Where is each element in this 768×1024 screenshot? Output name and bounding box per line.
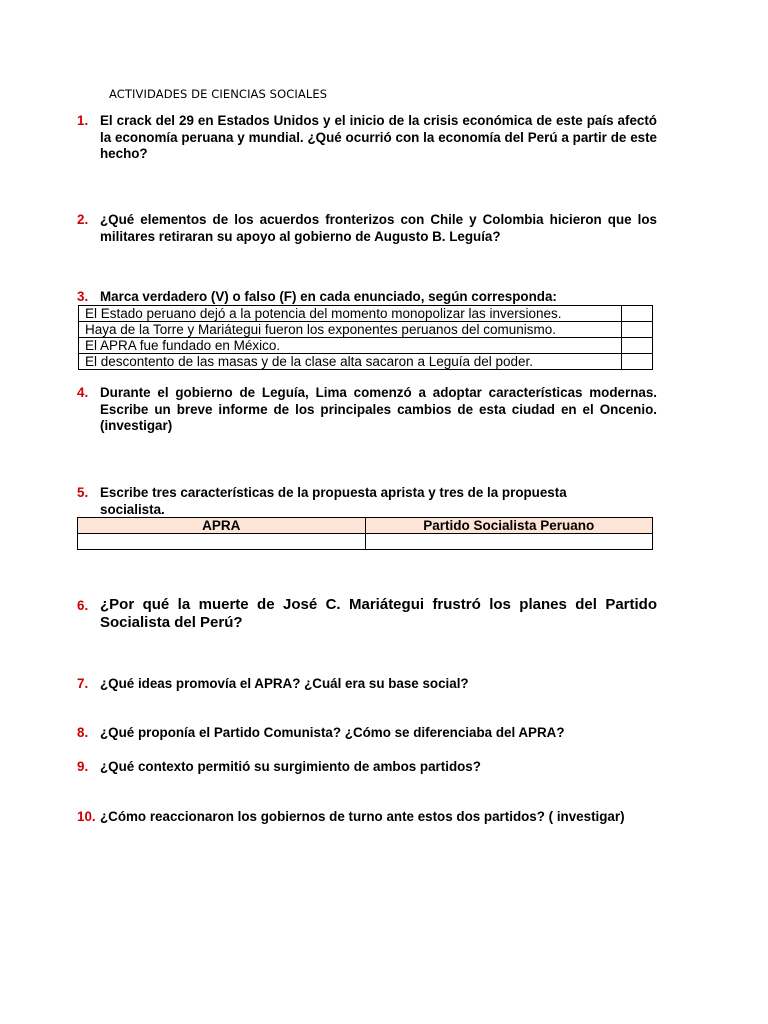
question-text: ¿Qué proponía el Partido Comunista? ¿Cómo se diferenciaba del APRA? (100, 725, 565, 740)
question-number: 4. (77, 385, 89, 400)
header-apra: APRA (78, 518, 366, 534)
question-text: ¿Qué elementos de los acuerdos fronterizos con Chile y Colombia hicieron que los militares retiraran su apoyo al gobierno de Augusto B. Leguía? (100, 212, 657, 244)
question-number: 3. (77, 289, 89, 304)
question-number: 5. (77, 485, 89, 500)
question-text: Escribe tres características de la propuesta aprista y tres de la propuesta socialista. (100, 485, 567, 517)
statement-cell: El APRA fue fundado en México. (79, 338, 622, 354)
answer-cell[interactable] (622, 322, 653, 338)
question-number: 7. (77, 676, 89, 691)
question-3 (77, 289, 657, 306)
answer-cell[interactable] (78, 534, 366, 550)
table-row (79, 322, 653, 338)
question-text: ¿Cómo reaccionaron los gobiernos de turno ante estos dos partidos? ( investigar) (100, 809, 625, 824)
question-text: Durante el gobierno de Leguía, Lima comenzó a adoptar características modernas. Escribe un breve informe de los principales cambios de esta ciudad en el Oncenio.(investigar) (100, 385, 657, 434)
answer-cell[interactable] (622, 354, 653, 370)
question-number: 10. (77, 809, 96, 824)
statement-cell: Haya de la Torre y Mariátegui fueron los exponentes peruanos del comunismo. (79, 322, 622, 338)
question-number: 1. (77, 113, 89, 128)
question-5 (77, 485, 657, 518)
question-text: Marca verdadero (V) o falso (F) en cada enunciado, según corresponda: (100, 289, 557, 304)
question-9 (77, 759, 657, 776)
question-text: ¿Qué contexto permitió su surgimiento de ambos partidos? (100, 759, 481, 774)
question-text: ¿Qué ideas promovía el APRA? ¿Cuál era su base social? (100, 676, 469, 691)
answer-cell[interactable] (622, 306, 653, 322)
question-2 (77, 212, 657, 245)
answer-cell[interactable] (365, 534, 653, 550)
table-row (78, 534, 653, 550)
statement-cell: El descontento de las masas y de la clase alta sacaron a Leguía del poder. (79, 354, 622, 370)
true-false-table (78, 305, 653, 370)
header-partido-socialista: Partido Socialista Peruano (365, 518, 653, 534)
question-number: 6. (77, 598, 89, 613)
question-number: 2. (77, 212, 89, 227)
question-10 (77, 809, 657, 826)
statement-cell: El Estado peruano dejó a la potencia del momento monopolizar las inversiones. (79, 306, 622, 322)
question-number: 9. (77, 759, 89, 774)
question-number: 8. (77, 725, 89, 740)
page-title: ACTIVIDADES DE CIENCIAS SOCIALES (109, 87, 328, 101)
question-4 (77, 385, 657, 435)
party-comparison-table (77, 517, 653, 550)
question-6 (77, 596, 657, 631)
table-row (79, 354, 653, 370)
question-1 (77, 113, 657, 163)
answer-cell[interactable] (622, 338, 653, 354)
table-header-row (78, 518, 653, 534)
question-text: ¿Por qué la muerte de José C. Mariátegui frustró los planes del Partido Socialista del Perú? (100, 596, 657, 631)
question-8 (77, 725, 657, 742)
table-row (79, 338, 653, 354)
table-row (79, 306, 653, 322)
question-text: El crack del 29 en Estados Unidos y el inicio de la crisis económica de este país afectó la economía peruana y mundial. ¿Qué ocurrió con la economía del Perú a partir de este hecho? (100, 113, 657, 162)
question-7 (77, 676, 657, 693)
